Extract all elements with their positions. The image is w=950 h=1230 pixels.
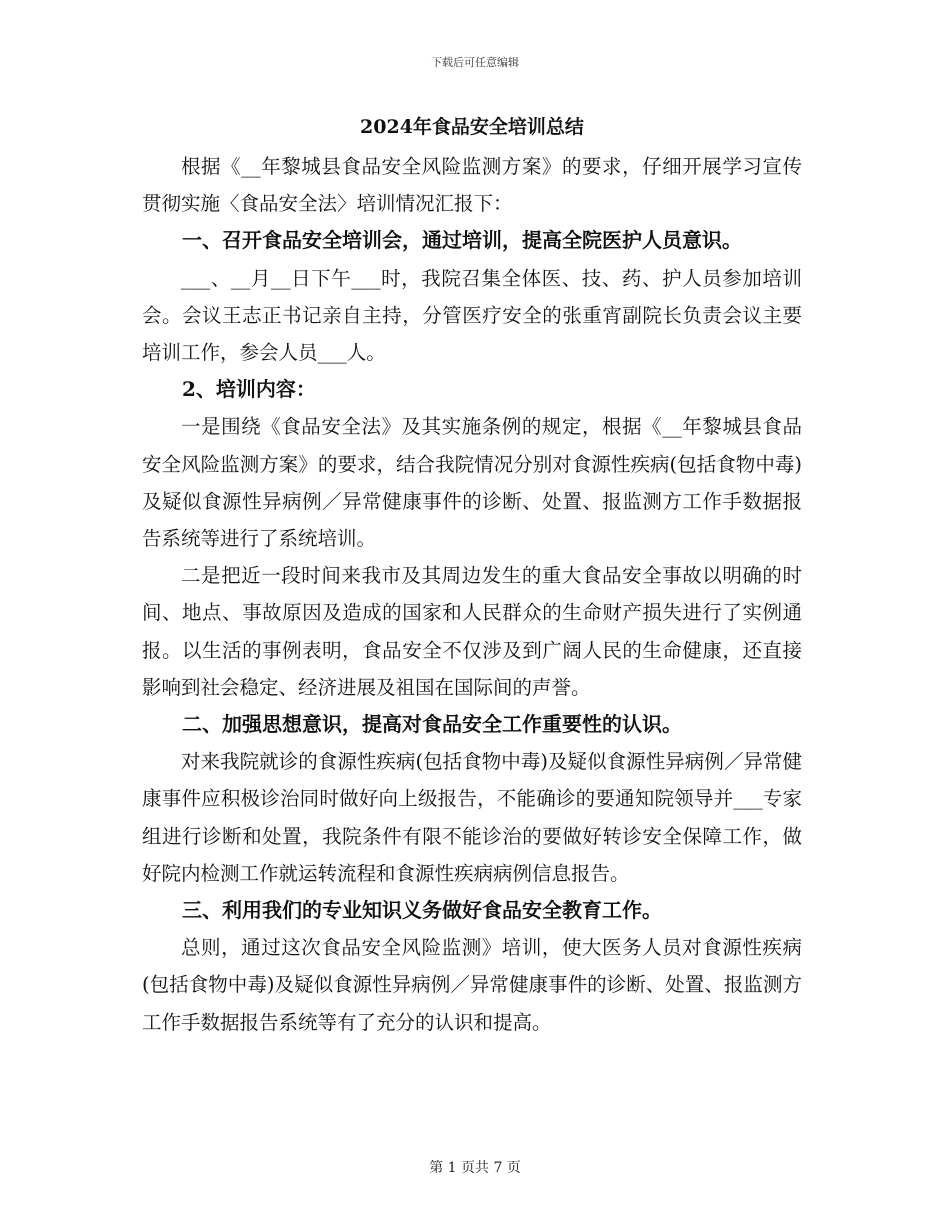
section-2-paragraph-2: 二是把近一段时间来我市及其周边发生的重大食品安全事故以明确的时间、地点、事故原因及造成的国家和人民群众的生命财产损失进行了实例通报。以生活的事例表明，食品安全不仅涉及到广阔人民的生命健康，还直接影响到社会稳定、经济进展及祖国在国际间的声誉。 [142, 564, 802, 699]
section-1-paragraph: ___、__月__日下午___时，我院召集全体医、技、药、护人员参加培训会。会议王志正书记亲自主持，分管医疗安全的张重宵副院长负责会议主要培训工作，参会人员___人。 [142, 266, 802, 365]
page-number-footer: 第 1 页共 7 页 [429, 1160, 521, 1176]
document-body [142, 112, 802, 1041]
section-1-heading: 一、召开食品安全培训会，通过培训，提高全院医护人员意识。 [182, 228, 742, 253]
section-4-heading: 三、利用我们的专业知识义务做好食品安全教育工作。 [182, 898, 662, 923]
section-3-heading: 二、加强思想意识，提高对食品安全工作重要性的认识。 [182, 712, 682, 737]
intro-paragraph: 根据《__年黎城县食品安全风险监测方案》的要求，仔细开展学习宣传贯彻实施〈食品安全法〉培训情况汇报下： [142, 155, 802, 216]
document-title: 2024年食品安全培训总结 [360, 116, 584, 138]
header-note: 下载后可任意编辑 [431, 56, 519, 69]
section-2-paragraph-1: 一是围绕《食品安全法》及其实施条例的规定，根据《__年黎城县食品安全风险监测方案》的要求，结合我院情况分别对食源性疾病(包括食物中毒)及疑似食源性异病例／异常健康事件的诊断、处置、报监测方工作手数据报告系统等进行了系统培训。 [142, 415, 802, 551]
section-2-heading: 2、培训内容： [182, 377, 316, 402]
section-4-paragraph: 总则，通过这次食品安全风险监测》培训，使大医务人员对食源性疾病(包括食物中毒)及疑似食源性异病例／异常健康事件的诊断、处置、报监测方工作手数据报告系统等有了充分的认识和提高。 [142, 936, 802, 1034]
section-3-paragraph: 对来我院就诊的食源性疾病(包括食物中毒)及疑似食源性异病例／异常健康事件应积极诊治同时做好向上级报告，不能确诊的要通知院领导并___专家组进行诊断和处置，我院条件有限不能诊治的要做好转诊安全保障工作，做好院内检测工作就运转流程和食源性疾病病例信息报告。 [142, 750, 802, 885]
